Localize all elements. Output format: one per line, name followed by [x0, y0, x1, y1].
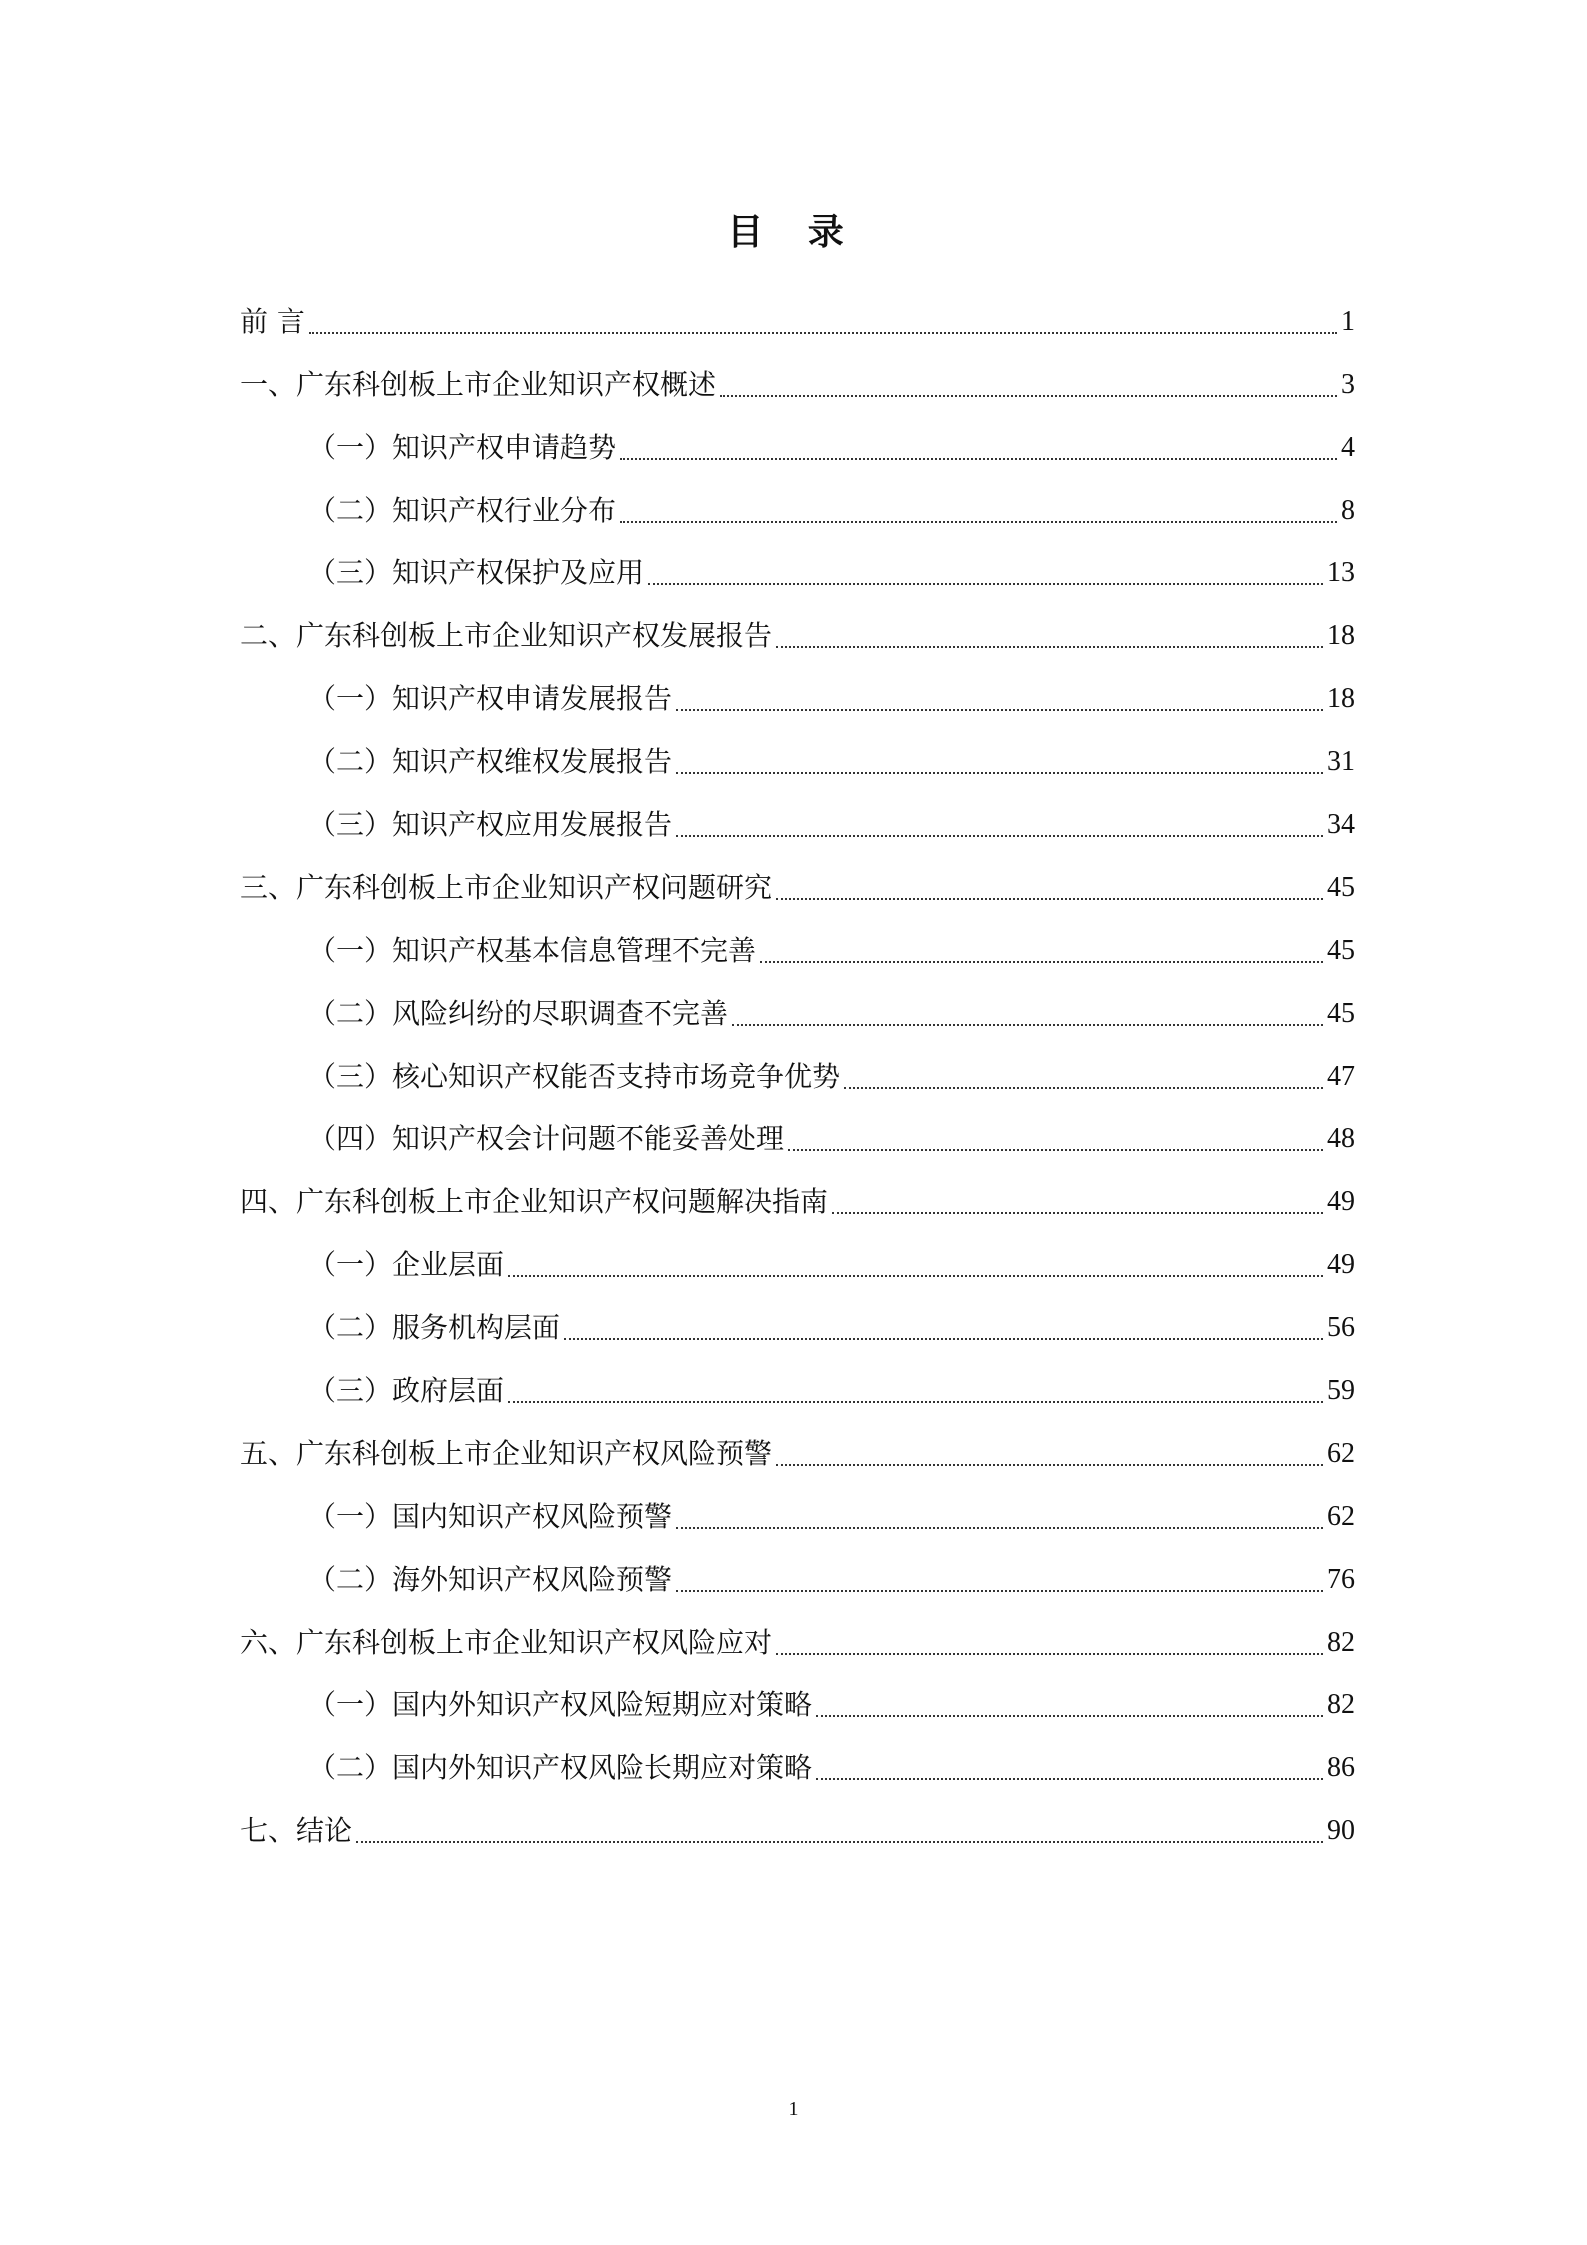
toc-entry[interactable]	[240, 599, 1355, 662]
toc-entry[interactable]	[240, 977, 1355, 1040]
toc-dot-leader	[776, 646, 1323, 648]
toc-dot-leader	[676, 772, 1323, 774]
toc-dot-leader	[844, 1087, 1323, 1089]
toc-dot-leader	[508, 1401, 1323, 1403]
toc-entry-page: 47	[1327, 1060, 1355, 1092]
toc-dot-leader	[676, 1527, 1323, 1529]
toc-entry[interactable]	[240, 851, 1355, 914]
toc-entry-label: （二）服务机构层面	[308, 1311, 561, 1345]
toc-entry-page: 49	[1327, 1186, 1355, 1218]
toc-entry-page: 62	[1327, 1437, 1355, 1469]
toc-entry-label: （二）知识产权维权发展报告	[308, 745, 673, 779]
toc-dot-leader	[676, 835, 1323, 837]
toc-dot-leader	[816, 1715, 1323, 1717]
toc-entry-label: （二）知识产权行业分布	[308, 493, 617, 527]
table-of-contents	[240, 285, 1355, 1857]
toc-dot-leader	[356, 1841, 1323, 1843]
toc-dot-leader	[676, 709, 1323, 711]
toc-entry[interactable]	[240, 914, 1355, 977]
toc-dot-leader	[648, 583, 1323, 585]
toc-entry-page: 18	[1327, 683, 1355, 715]
toc-entry[interactable]	[240, 1291, 1355, 1354]
toc-dot-leader	[620, 458, 1337, 460]
page-title: 目 录	[727, 212, 860, 253]
toc-entry-label: （二）风险纠纷的尽职调查不完善	[308, 996, 729, 1030]
toc-entry-label: （三）知识产权保护及应用	[308, 556, 645, 590]
toc-entry-label: 四、广东科创板上市企业知识产权问题解决指南	[240, 1185, 829, 1219]
toc-entry-page: 8	[1341, 494, 1355, 526]
toc-dot-leader	[776, 898, 1323, 900]
toc-entry-label: 三、广东科创板上市企业知识产权问题研究	[240, 870, 773, 904]
toc-entry-page: 45	[1327, 871, 1355, 903]
toc-entry-label: （一）知识产权申请趋势	[308, 430, 617, 464]
toc-dot-leader	[508, 1275, 1323, 1277]
toc-entry-page: 13	[1327, 557, 1355, 589]
toc-entry[interactable]	[240, 1040, 1355, 1103]
toc-entry[interactable]	[240, 1794, 1355, 1857]
toc-entry-page: 4	[1341, 431, 1355, 463]
toc-dot-leader	[760, 961, 1323, 963]
toc-entry[interactable]	[240, 411, 1355, 474]
toc-dot-leader	[620, 521, 1337, 523]
toc-entry-label: 一、广东科创板上市企业知识产权概述	[240, 367, 717, 401]
toc-entry[interactable]	[240, 1103, 1355, 1166]
toc-entry-label: （二）国内外知识产权风险长期应对策略	[308, 1751, 813, 1785]
toc-entry-label: （二）海外知识产权风险预警	[308, 1562, 673, 1596]
toc-entry-page: 59	[1327, 1375, 1355, 1407]
toc-dot-leader	[788, 1149, 1323, 1151]
toc-dot-leader	[564, 1338, 1323, 1340]
page-number: 1	[788, 2098, 799, 2120]
toc-entry[interactable]	[240, 474, 1355, 537]
toc-entry-page: 86	[1327, 1752, 1355, 1784]
toc-entry-page: 82	[1327, 1689, 1355, 1721]
toc-entry-page: 31	[1327, 746, 1355, 778]
toc-entry[interactable]	[240, 1606, 1355, 1669]
toc-entry[interactable]	[240, 1417, 1355, 1480]
toc-entry[interactable]	[240, 1354, 1355, 1417]
toc-entry-page: 45	[1327, 934, 1355, 966]
toc-entry-page: 48	[1327, 1123, 1355, 1155]
toc-entry-label: （一）企业层面	[308, 1248, 505, 1282]
toc-entry-page: 34	[1327, 809, 1355, 841]
toc-entry-page: 1	[1341, 305, 1355, 337]
toc-entry-page: 45	[1327, 997, 1355, 1029]
toc-entry-label: （一）国内外知识产权风险短期应对策略	[308, 1688, 813, 1722]
toc-entry-page: 76	[1327, 1563, 1355, 1595]
toc-entry-page: 90	[1327, 1815, 1355, 1847]
toc-dot-leader	[309, 332, 1337, 334]
toc-entry-page: 49	[1327, 1249, 1355, 1281]
toc-entry[interactable]	[240, 1480, 1355, 1543]
toc-dot-leader	[832, 1212, 1323, 1214]
toc-entry-page: 82	[1327, 1626, 1355, 1658]
toc-dot-leader	[816, 1778, 1323, 1780]
toc-entry-label: 五、广东科创板上市企业知识产权风险预警	[240, 1436, 773, 1470]
toc-entry-page: 18	[1327, 620, 1355, 652]
toc-entry[interactable]	[240, 1543, 1355, 1606]
toc-entry[interactable]	[240, 348, 1355, 411]
toc-dot-leader	[732, 1024, 1323, 1026]
toc-entry[interactable]	[240, 788, 1355, 851]
toc-entry-page: 3	[1341, 368, 1355, 400]
toc-entry[interactable]	[240, 1669, 1355, 1732]
toc-entry-label: 前 言	[240, 304, 305, 338]
toc-entry-page: 56	[1327, 1312, 1355, 1344]
toc-entry-label: （三）知识产权应用发展报告	[308, 808, 673, 842]
toc-entry-label: （四）知识产权会计问题不能妥善处理	[308, 1122, 785, 1156]
toc-dot-leader	[776, 1653, 1323, 1655]
toc-entry[interactable]	[240, 285, 1355, 348]
toc-entry-label: （一）国内知识产权风险预警	[308, 1499, 673, 1533]
toc-entry[interactable]	[240, 537, 1355, 600]
toc-dot-leader	[676, 1590, 1323, 1592]
toc-entry-label: 二、广东科创板上市企业知识产权发展报告	[240, 619, 773, 653]
toc-entry-label: （三）核心知识产权能否支持市场竞争优势	[308, 1059, 841, 1093]
toc-entry[interactable]	[240, 1228, 1355, 1291]
toc-entry-label: （三）政府层面	[308, 1374, 505, 1408]
toc-entry[interactable]	[240, 725, 1355, 788]
toc-entry-label: （一）知识产权基本信息管理不完善	[308, 933, 757, 967]
toc-entry-page: 62	[1327, 1500, 1355, 1532]
toc-entry[interactable]	[240, 1731, 1355, 1794]
toc-entry-label: 六、广东科创板上市企业知识产权风险应对	[240, 1625, 773, 1659]
toc-entry-label: （一）知识产权申请发展报告	[308, 682, 673, 716]
toc-dot-leader	[720, 395, 1337, 397]
toc-entry[interactable]	[240, 662, 1355, 725]
toc-entry[interactable]	[240, 1165, 1355, 1228]
toc-dot-leader	[776, 1464, 1323, 1466]
toc-entry-label: 七、结论	[240, 1814, 353, 1848]
